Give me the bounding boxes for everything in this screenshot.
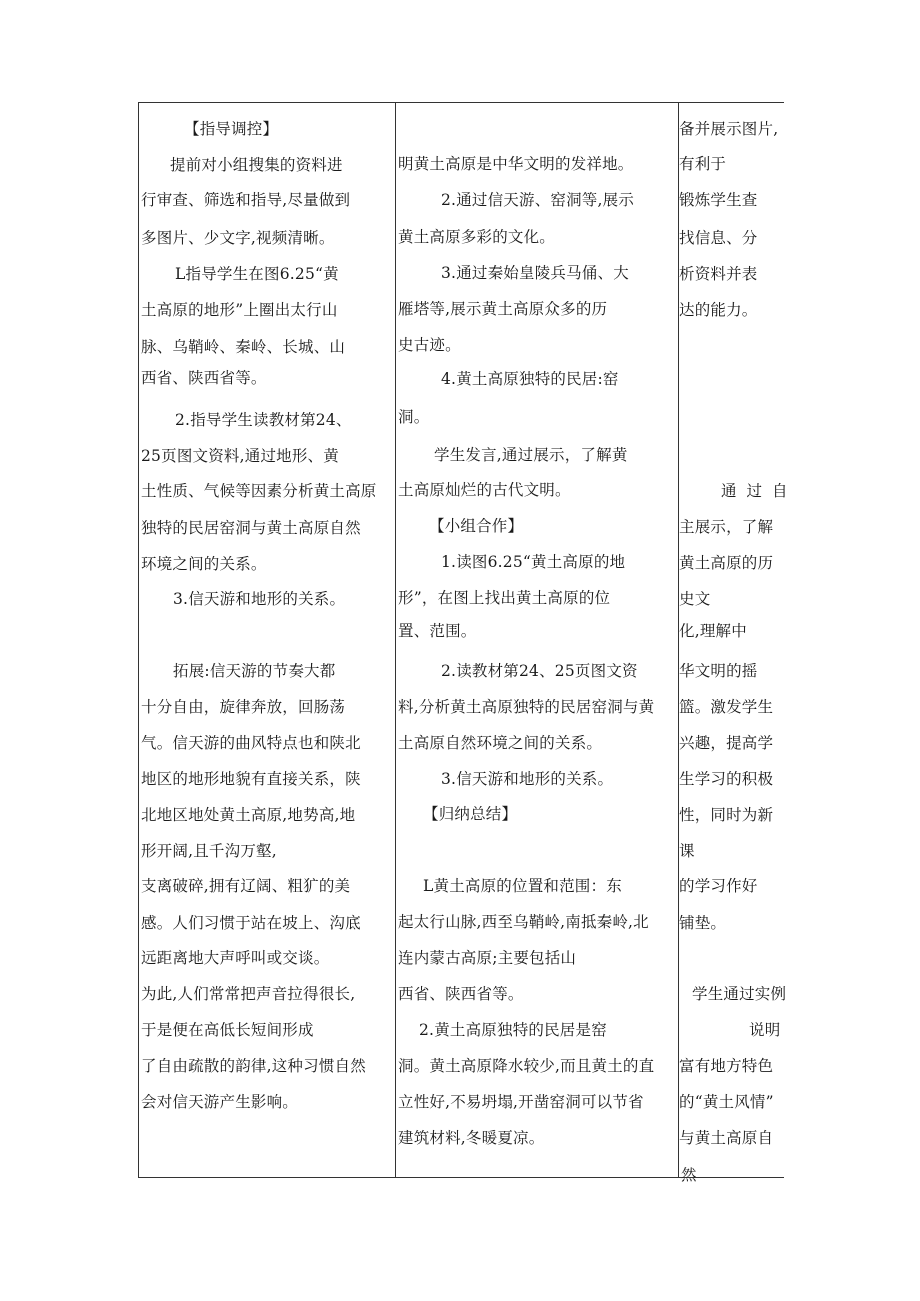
text-line: 达的能力。 <box>679 301 758 319</box>
text-line: 黄土高原的历 <box>679 554 774 572</box>
text-line: 拓展:信天游的节奏大都 <box>173 662 336 680</box>
text-line: 学生通过实例 <box>692 985 787 1003</box>
text-line: 史古迹。 <box>398 336 461 354</box>
text-line: 史文 <box>679 590 711 608</box>
text-line: 的学习作好 <box>679 877 758 895</box>
summary-heading: 【归纳总结】 <box>423 805 518 823</box>
text-line: 多图片、少文字,视频清晰。 <box>141 229 335 247</box>
text-line: 化,理解中 <box>679 622 747 640</box>
text-line: 篮。激发学生 <box>679 698 774 716</box>
text-line: 立性好,不易坍塌,开凿窑洞可以节省 <box>398 1093 644 1111</box>
lesson-plan-table <box>138 102 798 1184</box>
text-line: 洞。 <box>398 408 430 426</box>
text-line: L指导学生在图6.25“黄 <box>175 265 339 283</box>
text-line: 明黄土高原是中华文明的发祥地。 <box>398 155 634 173</box>
text-line: 与黄土高原自 <box>679 1129 774 1147</box>
text-line: 2.读教材第24、25页图文资 <box>441 662 638 680</box>
text-line: 兴趣，提高学 <box>679 734 774 752</box>
text-line: 连内蒙古高原;主要包括山 <box>398 949 577 967</box>
text-line: 的“黄土风情” <box>679 1093 774 1111</box>
group-work-heading: 【小组合作】 <box>429 517 524 535</box>
text-line: 形开阔,且千沟万壑, <box>141 842 277 860</box>
text-line: 3.通过秦始皇陵兵马俑、大 <box>441 264 629 282</box>
design-intent-column <box>679 103 798 1184</box>
text-line: 说明 <box>749 1021 781 1039</box>
text-line: 独特的民居窑洞与黄土高原自然 <box>141 519 361 537</box>
text-line: 为此,人们常常把声音拉得很长, <box>141 985 356 1003</box>
text-line: 土性质、气候等因素分析黄土高原 <box>141 482 377 500</box>
text-line: 3.信天游和地形的关系。 <box>441 770 614 788</box>
text-line: 4.黄土高原独特的民居:窑 <box>441 370 619 388</box>
text-line: 起太行山脉,西至乌鞘岭,南抵秦岭,北 <box>398 913 649 931</box>
text-line: 于是便在高低长短间形成 <box>141 1021 314 1039</box>
text-line: 西省、陕西省等。 <box>141 369 267 387</box>
text-line: 1.读图6.25“黄土高原的地 <box>441 553 626 571</box>
text-line: 黄土高原多彩的文化。 <box>398 228 556 246</box>
text-line: 洞。黄土高原降水较少,而且黄土的直 <box>398 1057 655 1075</box>
text-line: 土高原的地形”上圈出太行山 <box>141 301 338 319</box>
text-line: 铺垫。 <box>679 914 727 932</box>
text-line: 感。人们习惯于站在坡上、沟底 <box>141 914 361 932</box>
text-line: 十分自由，旋律奔放，回肠荡 <box>141 698 346 716</box>
text-line: 课 <box>679 842 695 860</box>
teacher-guidance-column <box>139 103 395 1177</box>
text-line: 脉、乌鞘岭、秦岭、长城、山 <box>141 338 346 356</box>
text-line: 学生发言,通过展示，了解黄 <box>434 446 628 464</box>
text-line: 置、范围。 <box>398 622 477 640</box>
text-line: 25页图文资料,通过地形、黄 <box>141 447 339 465</box>
text-line: 形”，在图上找出黄土高原的位 <box>398 589 611 607</box>
text-line: 提前对小组搜集的资料进 <box>170 156 343 174</box>
text-line: 北地区地处黄土高原,地势高,地 <box>141 806 356 824</box>
text-line: 行审查、筛选和指导,尽量做到 <box>141 191 351 209</box>
text-line: 然 <box>681 1166 697 1184</box>
text-line: 通过自 <box>721 482 798 500</box>
text-line: 地区的地形地貌有直接关系，陕 <box>141 770 361 788</box>
text-line: 华文明的摇 <box>679 662 758 680</box>
text-line: 土高原自然环境之间的关系。 <box>398 734 603 752</box>
text-line: 找信息、分 <box>679 229 758 247</box>
student-activity-column <box>396 103 678 1177</box>
guidance-heading: 【指导调控】 <box>184 120 279 138</box>
text-line: 3.信天游和地形的关系。 <box>173 590 346 608</box>
text-line: 气。信天游的曲风特点也和陕北 <box>141 734 361 752</box>
text-line: 建筑材料,冬暖夏凉。 <box>398 1129 545 1147</box>
text-line: 析资料并表 <box>679 265 758 283</box>
text-line: 锻炼学生查 <box>679 191 758 209</box>
text-line: 西省、陕西省等。 <box>398 985 524 1003</box>
text-line: 雁塔等,展示黄土高原众多的历 <box>398 300 608 318</box>
text-line: 主展示，了解 <box>679 518 774 536</box>
text-line: 有利于 <box>679 155 727 173</box>
text-line: 生学习的积极 <box>679 770 774 788</box>
text-line: 环境之间的关系。 <box>141 555 267 573</box>
text-line: 2.指导学生读教材第24、 <box>175 411 352 429</box>
text-line: 性，同时为新 <box>679 806 774 824</box>
text-line: 了自由疏散的韵律,这种习惯自然 <box>141 1057 366 1075</box>
text-line: 2.黄土高原独特的民居是窑 <box>419 1021 607 1039</box>
text-line: 支离破碎,拥有辽阔、粗犷的美 <box>141 877 351 895</box>
text-line: 料,分析黄土高原独特的民居窑洞与黄 <box>398 698 655 716</box>
text-line: 会对信天游产生影响。 <box>141 1093 299 1111</box>
text-line: 远距离地大声呼叫或交谈。 <box>141 949 330 967</box>
text-line: 2.通过信天游、窑洞等,展示 <box>441 191 635 209</box>
text-line: 备并展示图片, <box>679 120 779 138</box>
text-line: 富有地方特色 <box>679 1057 774 1075</box>
text-line: L黄土高原的位置和范围：东 <box>423 877 622 895</box>
text-line: 土高原灿烂的古代文明。 <box>398 481 571 499</box>
